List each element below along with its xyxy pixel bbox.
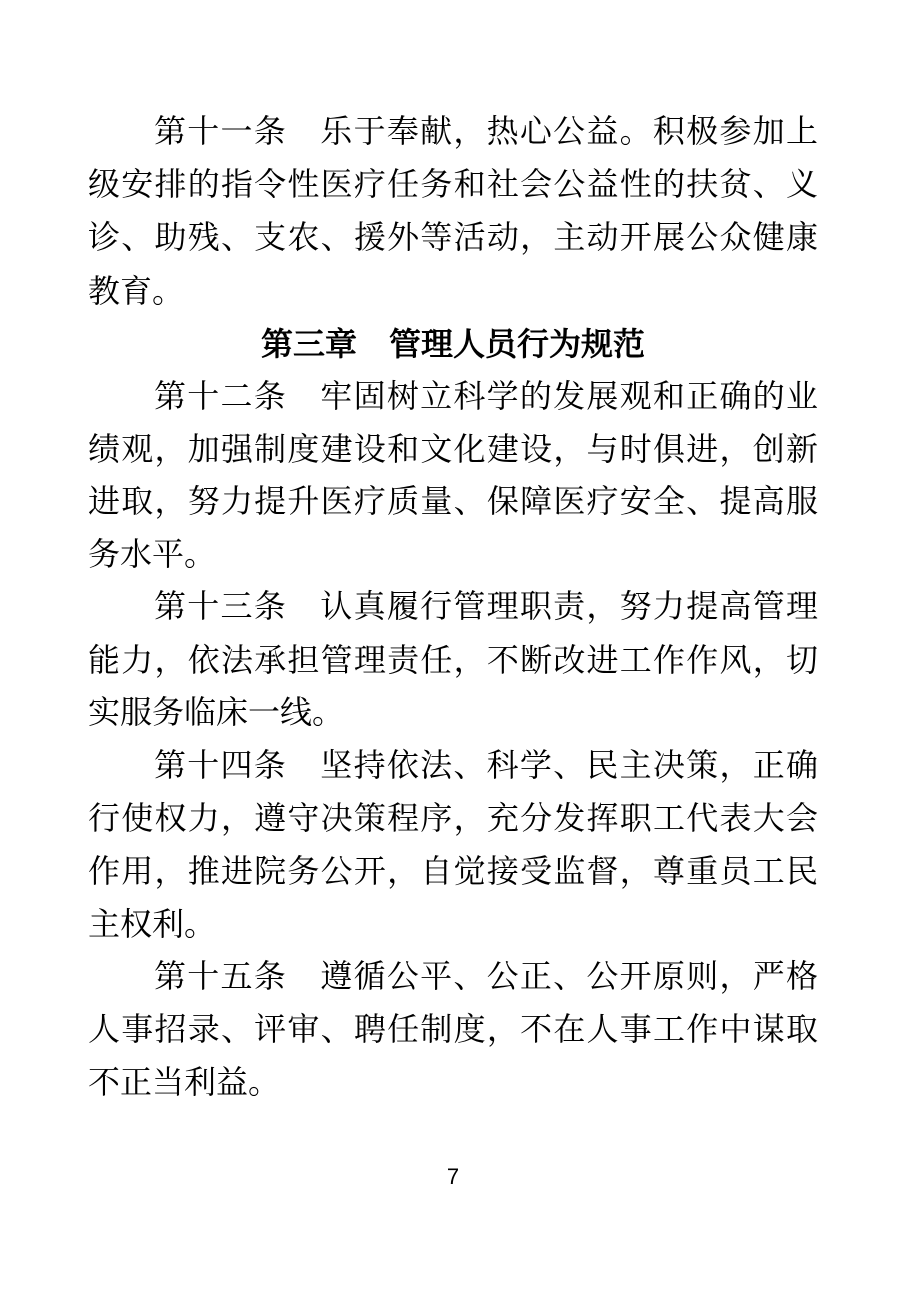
chapter-heading: 第三章 管理人员行为规范 [260, 325, 645, 363]
article-11-line-3: 诊、助残、支农、援外等活动，主动开展公众健康 [88, 218, 818, 256]
page-number: 7 [446, 1164, 460, 1189]
article-12-line-2: 绩观，加强制度建设和文化建设，与时俱进，创新 [88, 430, 818, 468]
article-14-line-3: 作用，推进院务公开，自觉接受监督，尊重员工民 [88, 852, 818, 890]
article-11-line-4: 教育。 [88, 272, 185, 310]
article-12-line-1: 第十二条 牢固树立科学的发展观和正确的业 [154, 377, 818, 415]
article-13-line-1: 第十三条 认真履行管理职责，努力提高管理 [154, 587, 818, 625]
article-13-line-2: 能力，依法承担管理责任，不断改进工作作风，切 [88, 641, 818, 679]
article-15-line-1: 第十五条 遵循公平、公正、公开原则，严格 [154, 957, 818, 995]
article-13-line-3: 实服务临床一线。 [88, 693, 345, 731]
article-14-line-1: 第十四条 坚持依法、科学、民主决策，正确 [154, 746, 818, 784]
article-14-line-2: 行使权力，遵守决策程序，充分发挥职工代表大会 [88, 799, 818, 837]
article-11-line-2: 级安排的指令性医疗任务和社会公益性的扶贫、义 [88, 165, 818, 203]
article-11-line-1: 第十一条 乐于奉献，热心公益。积极参加上 [154, 112, 818, 150]
article-12-line-3: 进取，努力提升医疗质量、保障医疗安全、提高服 [88, 482, 818, 520]
article-15-line-2: 人事招录、评审、聘任制度，不在人事工作中谋取 [88, 1010, 818, 1048]
article-14-line-4: 主权利。 [88, 905, 217, 943]
article-12-line-4: 务水平。 [88, 535, 217, 573]
article-15-line-3: 不正当利益。 [88, 1063, 281, 1101]
